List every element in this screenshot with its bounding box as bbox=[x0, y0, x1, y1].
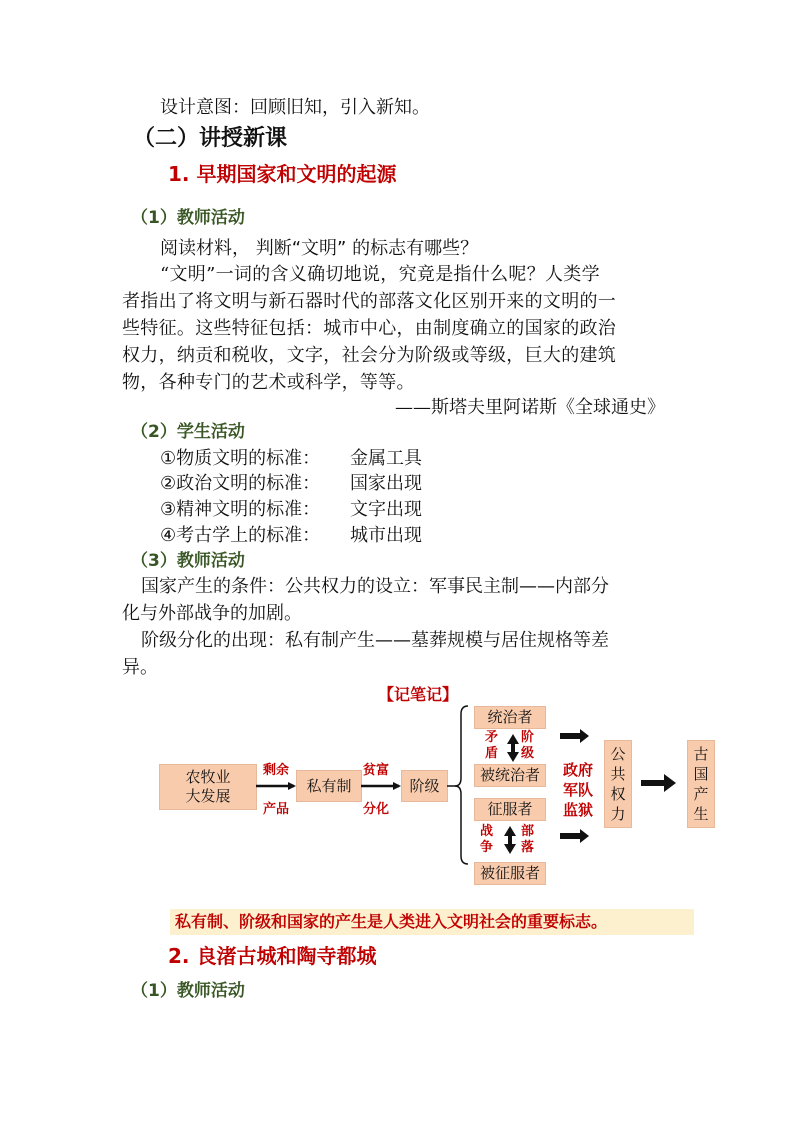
contradiction-1: 矛 bbox=[485, 730, 499, 745]
quote-line-2: 者指出了将文明与新石器时代的部落文化区别开来的文明的一 bbox=[122, 291, 617, 312]
arrow-to-public-top bbox=[560, 729, 589, 743]
surplus-top: 剩余 bbox=[263, 763, 290, 778]
war-2: 争 bbox=[480, 840, 494, 855]
double-arrow-2 bbox=[504, 826, 516, 854]
topic-1-title: 1. 早期国家和文明的起源 bbox=[168, 162, 397, 186]
quote-line-1: “文明”一词的含义确切地说，究竟是指什么呢？人类学 bbox=[160, 264, 600, 285]
surplus-bottom: 产品 bbox=[263, 802, 290, 817]
ruled-box: 被统治者 bbox=[474, 764, 546, 787]
standard-2-label: ②政治文明的标准： bbox=[160, 473, 321, 494]
private-ownership-box: 私有制 bbox=[296, 770, 362, 802]
public-4: 力 bbox=[610, 805, 626, 823]
gov-label: 政府 bbox=[562, 761, 593, 779]
ancient-2: 国 bbox=[693, 765, 709, 783]
quote-line-5: 物，各种专门的艺术或科学，等等。 bbox=[122, 372, 415, 393]
quote-line-4: 权力，纳贡和税收，文字，社会分为阶级或等级，巨大的建筑 bbox=[122, 345, 617, 366]
standard-2-value: 国家出现 bbox=[350, 473, 422, 494]
wealth-top: 贫富 bbox=[363, 763, 390, 778]
topic-2-title: 2. 良渚古城和陶寺都城 bbox=[168, 944, 377, 968]
agriculture-line-1: 农牧业 bbox=[185, 768, 231, 786]
tribe-2: 落 bbox=[521, 840, 535, 855]
para2-line-1: 阶级分化的出现：私有制产生——墓葬规模与居住规格等差 bbox=[141, 630, 609, 651]
section-title: （二）讲授新课 bbox=[133, 126, 288, 151]
para1-line-1: 国家产生的条件：公共权力的设立：军事民主制——内部分 bbox=[141, 576, 609, 597]
public-3: 权 bbox=[610, 785, 626, 803]
ancient-4: 生 bbox=[693, 805, 709, 823]
class-box: 阶级 bbox=[401, 770, 448, 802]
double-arrow-1 bbox=[507, 734, 519, 762]
standard-1-value: 金属工具 bbox=[350, 448, 422, 469]
public-1: 公 bbox=[610, 745, 626, 763]
class-rel-1: 阶 bbox=[521, 730, 535, 745]
standard-4-value: 城市出现 bbox=[350, 525, 422, 546]
wealth-bottom: 分化 bbox=[363, 802, 390, 817]
conquered-box: 被征服者 bbox=[474, 862, 546, 885]
arrow-to-ancient bbox=[641, 774, 676, 792]
reading-question: 阅读材料， 判断“文明” 的标志有哪些？ bbox=[160, 238, 479, 259]
quote-line-3: 些特征。这些特征包括：城市中心，由制度确立的国家的政治 bbox=[122, 318, 617, 339]
para2-line-2: 异。 bbox=[122, 657, 158, 678]
standard-3-value: 文字出现 bbox=[350, 499, 422, 520]
para1-line-2: 化与外部战争的加剧。 bbox=[122, 603, 302, 624]
agriculture-line-2: 大发展 bbox=[185, 787, 231, 805]
conclusion: 私有制、阶级和国家的产生是人类进入文明社会的重要标志。 bbox=[175, 912, 608, 931]
teacher-activity-1: （1）教师活动 bbox=[131, 208, 245, 228]
standard-4-label: ④考古学上的标准： bbox=[160, 525, 321, 546]
tribe-1: 部 bbox=[521, 824, 535, 839]
arrow-to-public-bottom bbox=[560, 829, 589, 843]
war-1: 战 bbox=[480, 824, 494, 839]
student-activity: （2）学生活动 bbox=[131, 422, 245, 442]
standard-1-label: ①物质文明的标准： bbox=[160, 448, 321, 469]
ruler-box: 统治者 bbox=[474, 706, 546, 729]
prison-label: 监狱 bbox=[562, 801, 593, 819]
ancient-3: 产 bbox=[693, 785, 709, 803]
diagram-title: 【记笔记】 bbox=[378, 685, 459, 704]
teacher-activity-topic-2: （1）教师活动 bbox=[131, 981, 245, 1001]
standard-3-label: ③精神文明的标准： bbox=[160, 499, 321, 520]
contradiction-2: 盾 bbox=[485, 746, 499, 761]
class-brace bbox=[455, 706, 468, 864]
conqueror-box: 征服者 bbox=[474, 798, 546, 821]
army-label: 军队 bbox=[562, 781, 593, 799]
public-2: 共 bbox=[610, 765, 626, 783]
teacher-activity-3: （3）教师活动 bbox=[131, 551, 245, 571]
class-rel-2: 级 bbox=[521, 746, 535, 761]
design-intent: 设计意图：回顾旧知，引入新知。 bbox=[160, 97, 430, 118]
ancient-1: 古 bbox=[693, 745, 709, 763]
quote-source: ——斯塔夫里阿诺斯《全球通史》 bbox=[395, 397, 665, 418]
